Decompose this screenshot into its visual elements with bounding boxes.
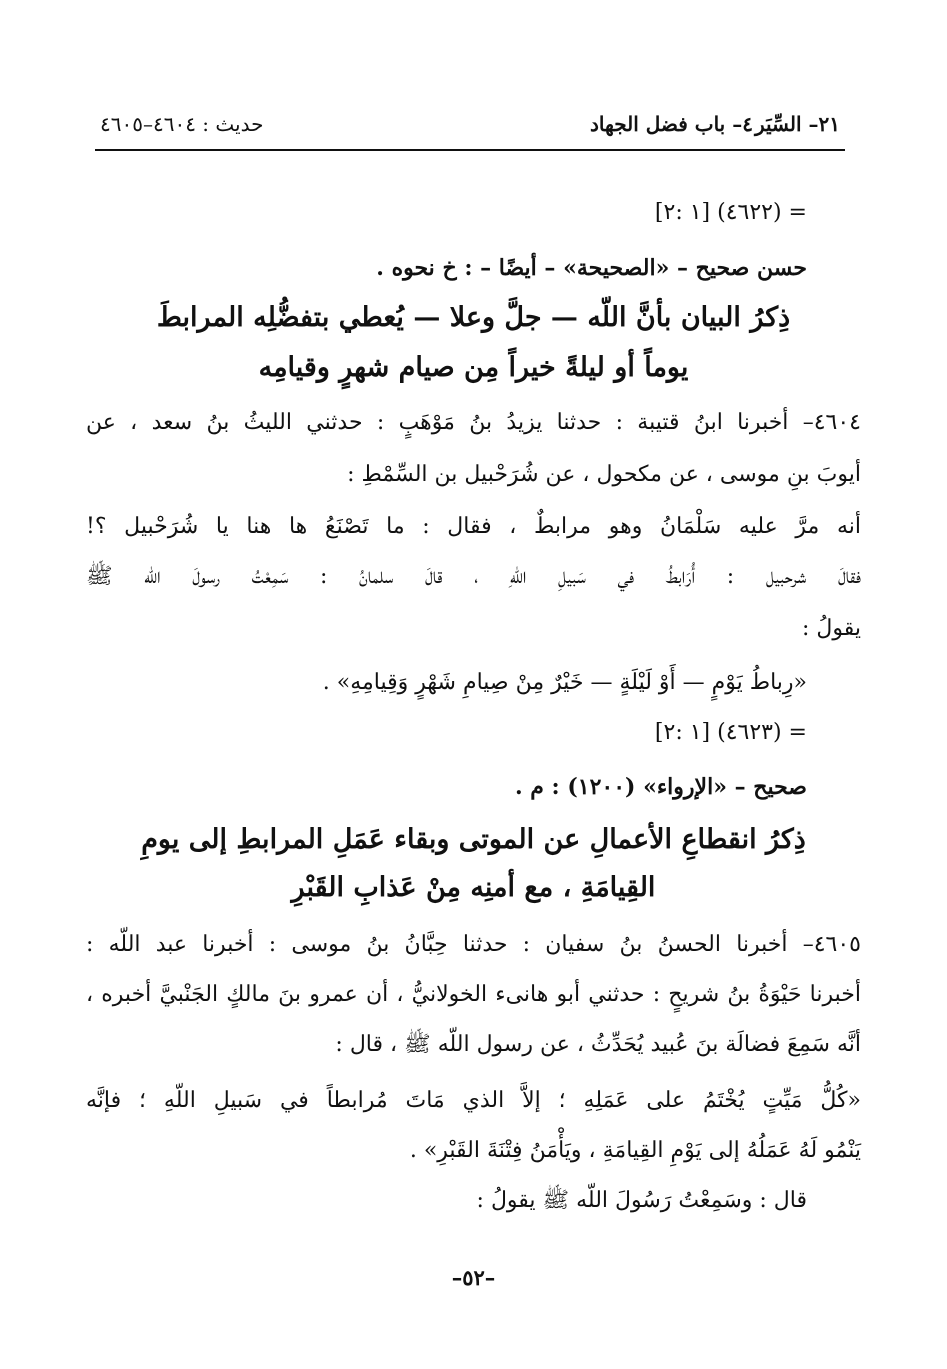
text-line: أنه مرَّ عليه سَلْمَانُ وهو مرابطٌ ، فقال : ما تَصْنَعُ ها هنا يا شُرَحْبيل ؟!: [86, 514, 861, 539]
chapter-heading-line: القِيامَةِ ، مع أمنِه مِنْ عَذابِ القَبْرِ: [291, 872, 656, 903]
header-hadith-range: حديث : ٤٦٠٤–٤٦٠٥: [100, 112, 264, 136]
header-rule: [95, 149, 845, 151]
running-header: [100, 112, 840, 144]
chapter-heading-line: يوماً أو ليلةً خيراً مِن صيام شهرٍ وقيامِه: [258, 352, 689, 383]
cross-reference: = (٤٦٢٢) [١ :٢]: [654, 200, 807, 225]
isnad-line: ٤٦٠٤– أخبرنا ابنُ قتيبة : حدثنا يزيدُ بنُ مَوْهَبٍ : حدثني الليثُ بنُ سعد ، عن: [86, 410, 861, 435]
text-line: يقولُ :: [801, 616, 861, 641]
grading-note: حسن صحيح – «الصحيحة» – أيضًا – : خ نحوه .: [376, 255, 807, 281]
cross-reference: = (٤٦٢٣) [١ :٢]: [654, 720, 807, 745]
isnad-line: ٤٦٠٥– أخبرنا الحسنُ بنُ سفيان : حدثنا حِبَّانُ بنُ موسى : أخبرنا عبد اللّه :: [86, 932, 861, 957]
isnad-line: أنَّه سَمِعَ فضالَة بنَ عُبيد يُحَدِّثُ ، عن رسول اللّه ﷺ ، قال :: [335, 1032, 861, 1057]
header-section-title: ٤– باب فضل الجهاد: [590, 112, 753, 136]
chapter-heading-line: ذِكرُ البيان بأنَّ اللّه — جلَّ وعلا — يُعطي بتفضُّلِه المرابطَ: [156, 302, 791, 333]
grading-note: صحيح – «الإرواء» (١٢٠٠) : م .: [514, 774, 807, 800]
text-line: قال : وسَمِعْتُ رَسُولَ اللّه ﷺ يقولُ :: [476, 1188, 807, 1213]
header-chapter-title: ٢١– السِّيَر: [754, 112, 840, 136]
isnad-line: أخبرنا حَيْوَةُ بنُ شريحٍ : حدثني أبو هانىء الخولانيُّ ، أن عمرو بنَ مالكٍ الجَنْبيَّ أخبره ،: [86, 982, 861, 1007]
page-number: –٥٢–: [451, 1265, 496, 1290]
text-line: فقالَ شرحبيل : أُرَابطُ في سَبيلِ اللّهِ ، قالَ سلمانُ : سَمِعْتُ رسولَ اللّه ﷺ: [86, 564, 861, 589]
hadith-quote: يَنْمُو لَهُ عَمَلُهُ إلى يَوْمِ القِيامَةِ ، ويَأْمَنُ فِتْنَةَ القَبْرِ» .: [409, 1138, 861, 1163]
chapter-heading-line: ذِكرُ انقطاعِ الأعمالِ عن الموتى وبقاء عَمَلِ المرابطِ إلى يومِ: [141, 824, 806, 855]
hadith-quote: «رِباطُ يَوْمٍ — أَوْ لَيْلَةٍ — خَيْرٌ مِنْ صِيامِ شَهْرٍ وَقِيامِهِ» .: [322, 670, 807, 695]
hadith-quote: «كُلُّ مَيِّتٍ يُخْتَمُ على عَمَلِهِ ؛ إلاَّ الذي مَاتَ مُرابطاً في سَبيلِ اللّهِ ؛ فإنَّه: [86, 1088, 861, 1113]
isnad-line: أيوبَ بنِ موسى ، عن مكحول ، عن شُرَحْبيل بن السِّمْطِ :: [347, 462, 861, 487]
